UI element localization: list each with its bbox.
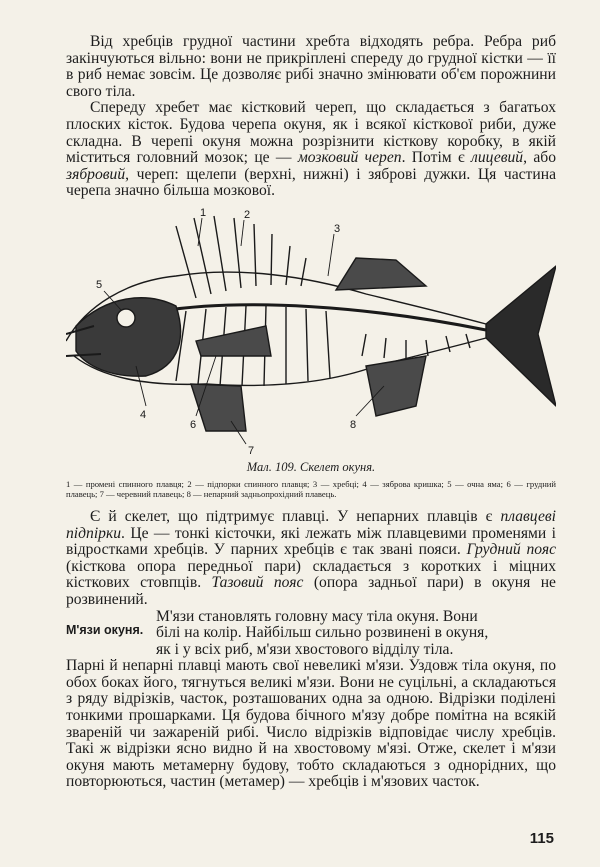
fig-label-8: 8: [350, 418, 357, 431]
muscles-section: [66, 609, 556, 792]
figure-perch-skeleton: [66, 206, 556, 499]
page-number: 115: [529, 830, 554, 847]
paragraph-muscles: Парні й непарні плавці мають свої невеликі м'язи. Уздовж тіла окуня, по обох боках його, тягнуться великі м'язи. Вони не суцільні, а складаються з ряду відрізків, часток, розташованих одна за одною. Відрізки поділені тонкими прошарками. Ця будова бічного м'язу добре помітна на всякій звареній чи зажареній рибі. Число відрізків відповідає числу хребців. Такі ж відрізки ясно видно й на хвостовому м'язі. Отже, скелет і м'язи окуня мають метамерну будову, тобто складаються з однорідних, що повторюються, частин (метамер) — хребців і м'язових часток.: [66, 657, 556, 791]
fin-text-4: (опора задньої пари) в окуня не розвинений.: [66, 574, 556, 608]
fig-label-6: 6: [190, 418, 197, 431]
term-fin-supports: плавцеві підпірки: [66, 507, 556, 542]
fig-label-3: 3: [334, 222, 341, 235]
muscles-line-2: білі на колір. Найбільш сильно розвинені в окуня,: [156, 624, 489, 642]
muscles-line-3: як і у всіх риб, м'язи хвостового відділу тіла.: [156, 640, 454, 658]
fig-label-7: 7: [248, 444, 255, 456]
figure-caption: Мал. 109. Скелет окуня.: [246, 459, 376, 474]
fin-text-3: (кісткова опора передньої пари) складається з коротких і міцних кісткових стовпців.: [66, 557, 556, 592]
fig-label-1: 1: [200, 206, 207, 219]
term-pectoral-girdle: Грудний пояс: [466, 541, 556, 559]
term-facial: лицевий: [471, 149, 524, 167]
paragraph-skull: [66, 100, 556, 200]
term-pelvic-girdle: Тазовий пояс: [211, 574, 304, 592]
paragraph-ribs: Від хребців грудної частини хребта відходять ребра. Ребра риб закінчуються вільно: вони не прикріплені спереду до грудної кістки — її в риб немає зовсім. Це дозволяє рибі значно змінювати об'єм порожнини свого тіла.: [66, 33, 556, 100]
side-heading-muscles: М'язи окуня.: [66, 622, 144, 637]
fig-label-4: 4: [140, 408, 147, 421]
fig-label-2: 2: [244, 208, 251, 221]
perch-skeleton-illustration: [66, 206, 556, 456]
term-gill: зябровий: [66, 165, 126, 183]
term-brain-skull: мозковий череп: [297, 149, 402, 167]
skull-text-1: Спереду хребет має кістковий череп, що складається з багатьох плоских кісток. Будова черепа окуня, як і всякої кісткової риби, дуже складна. В черепі окуня можна розрізнити кісткову коробку, в якій міститься головний мозок; це —: [66, 99, 556, 167]
muscles-line-1: М'язи становлять головну масу тіла окуня. Вони: [156, 607, 478, 625]
paragraph-fin-skeleton: [66, 509, 556, 609]
fin-text-1: Є й скелет, що підтримує плавці. У непарних плавців є: [90, 507, 501, 525]
skull-text-4: , череп: щелепи (верхні, нижні) і зяброві дужки. Ця частина черепа значно більша мозкової.: [66, 165, 556, 200]
skull-text-3: , або: [523, 149, 556, 167]
fin-text-2: . Це — тонкі кісточки, які лежать між плавцевими променями і відростками хребців. У парних хребців є так звані пояси.: [66, 524, 556, 559]
page-content: [66, 34, 556, 791]
fig-label-5: 5: [96, 278, 103, 291]
figure-legend: 1 — промені спинного плавця; 2 — підпорки спинного плавця; 3 — хребці; 4 — зяброва кришка; 5 — очна яма; 6 — грудний плавець; 7 — черевний плавець; 8 — непарний задньопрохідний плавець.: [66, 478, 556, 499]
skull-text-2: . Потім є: [401, 149, 472, 167]
